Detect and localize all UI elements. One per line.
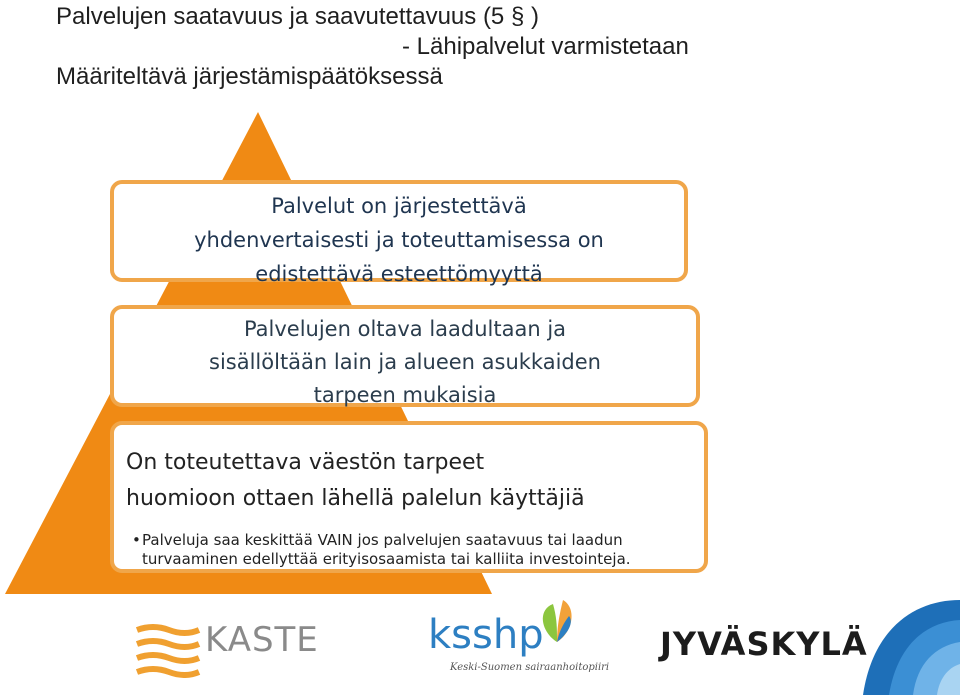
box-middle-line-2: sisällöltään lain ja alueen asukkaiden [209,350,601,374]
title-line-2: - Lähipalvelut varmistetaan [402,33,689,60]
box-top-line-1: Palvelut on järjestettävä [271,194,527,218]
pyramid-box-middle [110,305,700,407]
box-middle-line-1: Palvelujen oltava laadultaan ja [243,317,567,341]
ksshp-logo-text: ksshp [428,612,544,658]
bullet-line-1: Palveluja saa keskittää VAIN jos palvelujen saatavuus tai laadun [142,531,623,549]
pyramid-box-bottom [110,421,708,573]
box-bottom-line-1: On toteutettava väestön tarpeet [126,450,485,475]
pyramid-box-top [110,180,688,286]
box-bottom-line-2: huomioon ottaen lähellä palelun käyttäjiä [126,486,585,511]
bullet-icon: • [132,531,141,549]
ksshp-logo-subtitle: Keski-Suomen sairaanhoitopiiri [450,662,610,673]
jyvaskyla-logo-text: JYVÄSKYLÄ [660,625,868,663]
bullet-item [126,531,704,569]
bullet-line-2: turvaaminen edellyttää erityisosaamista tai kalliita investointeja. [142,550,631,568]
title-line-3: Määriteltävä järjestämispäätöksessä [56,63,443,90]
kaste-wave-icon [135,622,201,678]
box-middle-line-3: tarpeen mukaisia [313,383,497,407]
box-top-line-3: edistettävä esteettömyyttä [255,262,543,286]
box-top-line-2: yhdenvertaisesti ja toteuttamisessa on [194,228,604,252]
title-line-1: Palvelujen saatavuus ja saavutettavuus (5 § ) [56,3,539,30]
slide-title [56,2,936,92]
kaste-logo-text: KASTE [205,620,319,660]
jyvaskyla-wave-icon [855,598,960,695]
